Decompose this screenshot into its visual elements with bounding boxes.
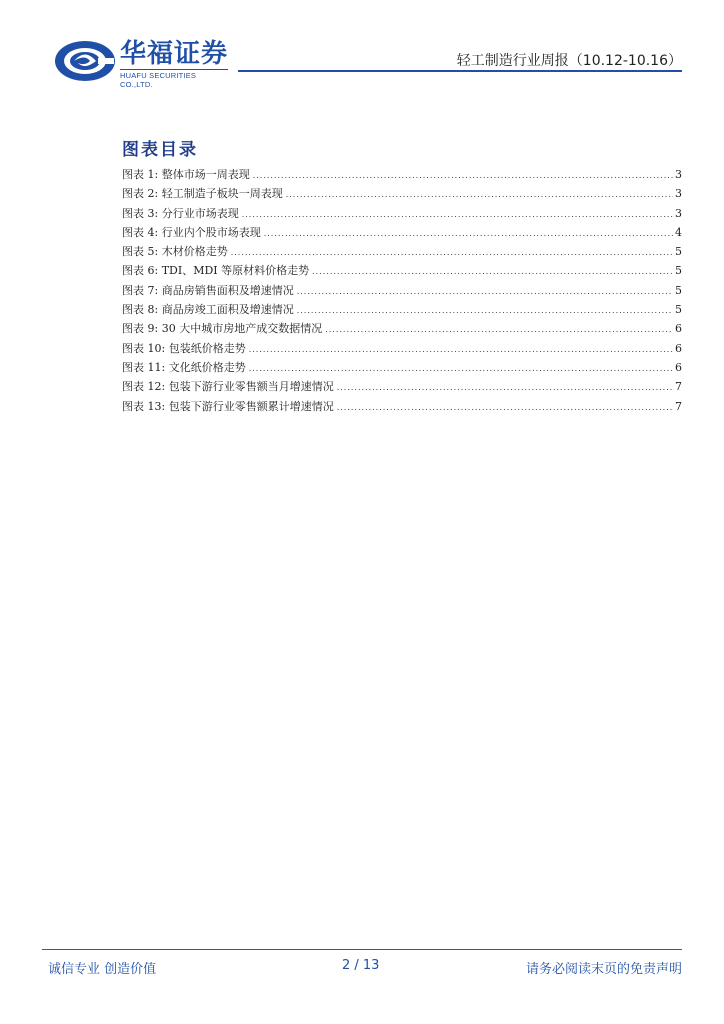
- toc-entry-label[interactable]: 图表 10: 包装纸价格走势: [122, 341, 246, 355]
- toc-leader-dots: [242, 210, 673, 219]
- toc-entry[interactable]: [122, 320, 682, 339]
- figure-toc: [122, 166, 682, 417]
- toc-entry-label[interactable]: 图表 2: 轻工制造子板块一周表现: [122, 187, 283, 201]
- toc-leader-dots: [337, 383, 673, 392]
- toc-entry-label[interactable]: 图表 4: 行业内个股市场表现: [122, 225, 261, 239]
- toc-entry-page[interactable]: 4: [675, 225, 682, 239]
- toc-entry-page[interactable]: 5: [675, 283, 682, 297]
- toc-entry-label[interactable]: 图表 3: 分行业市场表现: [122, 206, 239, 220]
- toc-entry[interactable]: [122, 243, 682, 262]
- toc-entry[interactable]: [122, 359, 682, 378]
- footer-slogan: 诚信专业 创造价值: [48, 962, 157, 977]
- header-divider: [238, 70, 682, 72]
- toc-entry-page[interactable]: 7: [675, 399, 682, 413]
- toc-leader-dots: [249, 345, 673, 354]
- page-indicator: 2 / 13: [342, 958, 380, 973]
- toc-entry-page[interactable]: 3: [675, 206, 682, 220]
- toc-entry-label[interactable]: 图表 5: 木材价格走势: [122, 245, 228, 259]
- toc-heading: 图表目录: [122, 140, 198, 160]
- toc-leader-dots: [231, 248, 673, 257]
- toc-entry-page[interactable]: 5: [675, 264, 682, 278]
- toc-entry[interactable]: [122, 166, 682, 185]
- toc-leader-dots: [264, 229, 673, 238]
- toc-entry-label[interactable]: 图表 8: 商品房竣工面积及增速情况: [122, 303, 294, 317]
- page-header: [0, 0, 724, 90]
- toc-entry-page[interactable]: 3: [675, 168, 682, 181]
- toc-entry[interactable]: [122, 398, 682, 417]
- toc-entry-page[interactable]: 6: [675, 322, 682, 336]
- toc-entry-label[interactable]: 图表 11: 文化纸价格走势: [122, 360, 246, 374]
- report-title: 轻工制造行业周报（10.12-10.16）: [456, 53, 682, 69]
- toc-entry[interactable]: [122, 185, 682, 204]
- toc-entry-page[interactable]: 3: [675, 187, 682, 201]
- toc-leader-dots: [337, 403, 673, 412]
- toc-entry-page[interactable]: 6: [675, 360, 682, 374]
- brand-name-cn: 华福证券: [120, 39, 229, 69]
- toc-entry-page[interactable]: 6: [675, 341, 682, 355]
- toc-entry[interactable]: [122, 378, 682, 397]
- toc-entry-label[interactable]: 图表 9: 30 大中城市房地产成交数据情况: [122, 322, 323, 336]
- toc-entry[interactable]: [122, 340, 682, 359]
- toc-entry-page[interactable]: 5: [675, 303, 682, 317]
- toc-leader-dots: [325, 325, 673, 334]
- toc-entry-label[interactable]: 图表 7: 商品房销售面积及增速情况: [122, 283, 294, 297]
- toc-leader-dots: [297, 287, 673, 296]
- toc-entry-label[interactable]: 图表 1: 整体市场一周表现: [122, 168, 250, 181]
- toc-entry-label[interactable]: 图表 12: 包装下游行业零售额当月增速情况: [122, 380, 334, 394]
- toc-leader-dots: [286, 190, 673, 199]
- toc-leader-dots: [253, 171, 673, 180]
- toc-entry-page[interactable]: 5: [675, 245, 682, 259]
- huafu-logo-icon: [54, 40, 116, 82]
- toc-entry[interactable]: [122, 205, 682, 224]
- toc-entry[interactable]: [122, 224, 682, 243]
- toc-entry[interactable]: [122, 282, 682, 301]
- toc-leader-dots: [312, 267, 673, 276]
- toc-entry-label[interactable]: 图表 13: 包装下游行业零售额累计增速情况: [122, 399, 334, 413]
- brand-block: [120, 40, 228, 89]
- toc-entry[interactable]: [122, 301, 682, 320]
- toc-entry-page[interactable]: 7: [675, 380, 682, 394]
- toc-leader-dots: [297, 306, 673, 315]
- toc-leader-dots: [249, 364, 673, 373]
- footer-divider: [42, 949, 682, 950]
- toc-entry[interactable]: [122, 262, 682, 281]
- footer-disclaimer: 请务必阅读末页的免责声明: [525, 962, 682, 977]
- toc-entry-label[interactable]: 图表 6: TDI、MDI 等原材料价格走势: [122, 264, 310, 278]
- brand-name-en: HUAFU SECURITIES CO.,LTD.: [120, 69, 228, 89]
